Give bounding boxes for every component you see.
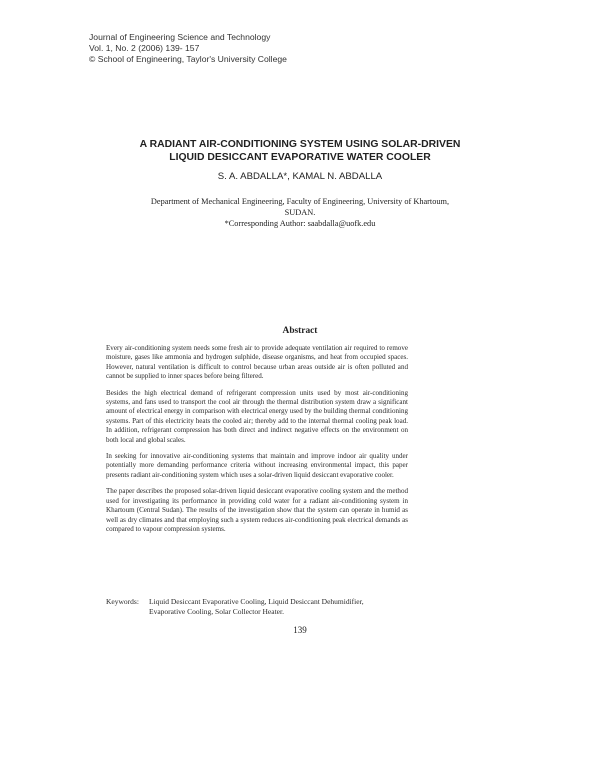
journal-name: Journal of Engineering Science and Technology <box>89 32 271 42</box>
abstract-paragraph: In seeking for innovative air-conditioning systems that maintain and improve indoor air quality under potentially more demanding performance criteria without increasing environmental impact, this paper presents radiant air-conditioning system which uses a solar-driven liquid desiccant evaporative cooler. <box>106 452 408 479</box>
keywords-line-2: Evaporative Cooling, Solar Collector Heater. <box>149 607 284 616</box>
paper-authors: S. A. ABDALLA*, KAMAL N. ABDALLA <box>217 171 383 182</box>
journal-header <box>89 32 287 65</box>
abstract-paragraph: Besides the high electrical demand of refrigerant compression units used by most air-conditioning systems, and fans used to transport the cool air through the thermal distribution system draw a significant amount of electrical energy in comparison with electrical energy used by the building thermal conditioning systems. Part of this electricity heats the cooled air; thereby add to the internal thermal cooling peak load. In addition, refrigerant compression has both direct and indirect negative effects on the environment on both local and global scales. <box>106 388 408 444</box>
abstract-heading: Abstract <box>282 326 318 336</box>
paper-title-line-2: LIQUID DESICCANT EVAPORATIVE WATER COOLER <box>169 152 431 163</box>
affiliation-line-2: SUDAN. <box>284 208 316 217</box>
keywords-line-1: Liquid Desiccant Evaporative Cooling, Liquid Desiccant Dehumidifier, <box>149 597 364 606</box>
keywords <box>106 597 416 617</box>
keywords-values <box>149 597 364 617</box>
affiliation-line-1: Department of Mechanical Engineering, Faculty of Engineering, University of Khartoum, <box>150 197 450 206</box>
paper-title-line-1: A RADIANT AIR-CONDITIONING SYSTEM USING SOLAR-DRIVEN <box>139 139 461 150</box>
abstract-body <box>106 344 408 541</box>
journal-volume: Vol. 1, No. 2 (2006) 139- 157 <box>89 43 200 53</box>
abstract-paragraph: The paper describes the proposed solar-driven liquid desiccant evaporative cooling system and the method used for investigating its performance in providing cold water for a radiant air-conditioning system in Khartoum (Central Sudan). The results of the investigation show that the system can operate in humid as well as dry climates and that employing such a system reduces air-conditioning peak electrical demands as compared to vapour compression systems. <box>106 487 408 533</box>
abstract-paragraph: Every air-conditioning system needs some fresh air to provide adequate ventilation air required to remove moisture, gases like ammonia and hydrogen sulphide, disease organisms, and heat from occupied spaces. However, natural ventilation is difficult to control because urban areas outside air is often polluted and cannot be supplied to inner spaces before being filtered. <box>106 344 408 381</box>
corresponding-author: *Corresponding Author: saabdalla@uofk.edu <box>224 219 376 228</box>
journal-publisher: © School of Engineering, Taylor's University College <box>89 54 287 64</box>
page-number: 139 <box>293 625 307 635</box>
keywords-label: Keywords: <box>106 597 139 606</box>
paper-title <box>60 138 540 164</box>
author-affiliation <box>60 196 540 229</box>
